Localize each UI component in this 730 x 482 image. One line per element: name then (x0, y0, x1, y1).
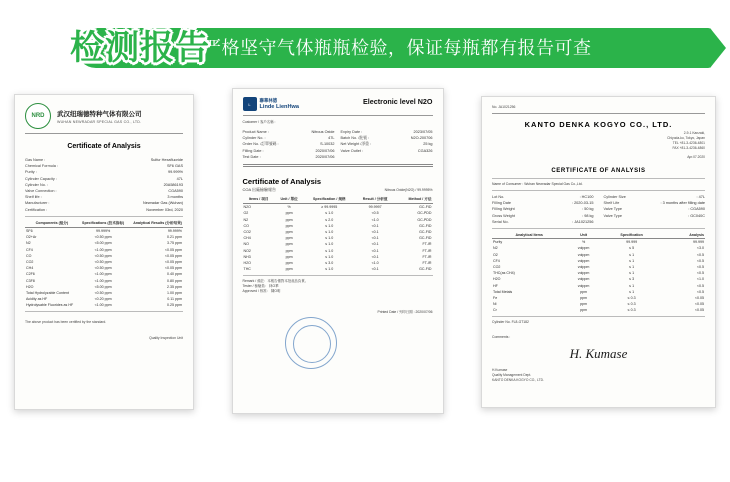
divider (492, 190, 705, 191)
field-value: N2O-200706 (410, 136, 433, 141)
analysis-subtitle: COA 出廠檢驗報告 (242, 187, 277, 193)
cell: <0.1 (371, 236, 379, 241)
cell: <0.5 (696, 265, 704, 270)
cell: <0.5 (371, 211, 379, 216)
cell: volppm (577, 252, 590, 257)
banner-subtitle: 严格坚守气体瓶瓶检验，保证每瓶都有报告可查 (203, 38, 592, 58)
field-value: 2020/07/06 (315, 154, 335, 159)
cell: ≤ 1 (629, 289, 635, 294)
field-label: Filling Date : (242, 148, 264, 153)
cell: H2O (243, 260, 251, 265)
cell: ≤ 1 (629, 271, 635, 276)
field-label: Cylinder No. : (242, 136, 266, 141)
field-value: S-10032 (320, 142, 335, 147)
field-value: 3 months (167, 195, 183, 200)
cell: <0.5 (696, 283, 704, 288)
field-value: 47L (176, 176, 183, 181)
cell: ppm (580, 295, 588, 300)
cell: CH4 (243, 236, 251, 241)
field-value: Nitrous Oxide (311, 130, 335, 134)
field-label: Test Date : (242, 154, 261, 159)
cell: <1.00 ppm (94, 278, 112, 283)
cell: ≤ 1.0 (325, 242, 334, 247)
field-value: : 47L (696, 195, 705, 199)
certificate-card-wuhan[interactable] (14, 94, 194, 410)
cell: Purity (493, 240, 503, 245)
cell: ppm (580, 289, 588, 294)
cell: Ni (493, 302, 497, 307)
signature-label: Quality Inspection Unit (149, 336, 183, 341)
analysis-table (243, 196, 433, 272)
cell: GC-FID (419, 230, 432, 235)
table-row (492, 239, 705, 246)
field-value: : 98 kg (582, 213, 594, 218)
divider (25, 311, 183, 312)
cell: % (581, 240, 586, 245)
certificate-letterhead (25, 103, 183, 129)
column-header: Result / 分析值 (355, 196, 395, 204)
cell: ppm (285, 217, 293, 222)
cell: CO2 (493, 265, 501, 270)
company-name: KANTO DENKA KOGYO CO., LTD. (524, 120, 673, 129)
field-label: Gas Name : (25, 158, 46, 162)
cell: <0.5 (696, 271, 704, 276)
cell: volppm (577, 246, 590, 251)
cell: ≤ 2.0 (325, 217, 334, 222)
company-logo-icon: NRD (25, 103, 51, 129)
cell: volppm (577, 277, 590, 282)
cell: 1.00 ppm (167, 290, 182, 295)
company-name-en: WUHAN NEWRADAR SPECIAL GAS CO., LTD. (57, 119, 142, 124)
field-label: Gross Weight (492, 213, 515, 218)
field-label: Shelf life : (25, 195, 42, 200)
cell: volppm (577, 283, 590, 288)
cell: 0.11 ppm (167, 297, 182, 302)
field-value: : 3 months after filling date (660, 201, 705, 206)
cell: <0.05 (694, 308, 704, 313)
cell: <0.1 (371, 254, 379, 259)
cell: O2+Ar (26, 235, 37, 240)
field-label: Product Name : (242, 130, 269, 134)
cell: HF (493, 283, 498, 288)
company-address-line: 2-9-1 Kanzaki, (683, 131, 705, 135)
cell: <0.5 (696, 258, 704, 263)
cell: volppm (577, 271, 590, 276)
cell: H2O (493, 277, 501, 282)
cell: volppm (577, 265, 590, 270)
cell: <0.1 (371, 267, 379, 272)
divider (492, 113, 705, 114)
field-label: Serial No. (492, 219, 509, 224)
cell: THC (243, 267, 251, 272)
cell: N2O (243, 205, 251, 210)
cell: <0.1 (371, 248, 379, 253)
field-row (25, 207, 183, 213)
signatory-company: KANTO DENKA KOGYO CO., LTD. (492, 378, 544, 383)
field-label: Valve Type (603, 207, 622, 212)
divider (492, 178, 705, 179)
cell: ppm (285, 223, 293, 228)
cell: <5.00 ppm (94, 284, 112, 289)
cell: <0.20 ppm (94, 297, 112, 302)
cell: ppm (285, 211, 293, 216)
cell: CF4 (26, 247, 33, 252)
header-banner (18, 22, 712, 74)
field-value: : JA1021256 (572, 219, 594, 224)
cell: ppm (285, 242, 293, 247)
cell: <0.5 (696, 252, 704, 257)
cell: FT-IR (422, 242, 432, 247)
cell: ppm (285, 236, 293, 241)
field-label: Filling Date (492, 201, 511, 206)
cell: 0.80 ppm (167, 278, 182, 283)
cell: <0.50 ppm (94, 290, 112, 295)
column-header: Method / 方法 (395, 196, 432, 204)
customer-label: Customer / 客戶名稱 : (242, 120, 276, 124)
cell: <0.1 (371, 230, 379, 235)
divider (243, 164, 433, 167)
cell: GC-FID (419, 223, 432, 228)
customer-line: Name of Consumer : Wuhan Newradar Special Gas Co.,Ltd. (492, 182, 583, 186)
note-line: Tester / 檢驗員： 林O華 (242, 284, 279, 289)
table-header-row (492, 232, 705, 239)
table-row (25, 302, 183, 308)
cell: C2F6 (26, 272, 35, 277)
certificate-letterhead (243, 97, 433, 111)
cell: ≤ 1 (629, 265, 635, 270)
cell: 3.75 ppm (167, 241, 182, 246)
cell: <1.0 (696, 277, 704, 282)
field-value: 25 kg (423, 142, 433, 147)
field-value: CGA590 (168, 189, 183, 194)
cell: volppm (577, 258, 590, 263)
field-value: : 2020-03-15 (571, 201, 594, 206)
divider (25, 133, 183, 134)
product-spec: Nitrous Oxide(N2O) / 99.9995% (384, 188, 433, 193)
cell: FT-IR (422, 248, 432, 253)
cell: NO (243, 242, 249, 247)
field-label: Order No. /訂單號碼 : (242, 142, 279, 147)
cell: O2 (493, 252, 498, 257)
field-value: : 50 kg (582, 207, 594, 212)
column-header: Specification / 規格 (303, 196, 355, 204)
field-label: Net Weight /淨重 : (340, 142, 372, 147)
cell: <1.0 (371, 217, 379, 222)
field-label: Expiry Date : (340, 130, 363, 134)
field-value: : GC040C (688, 213, 705, 218)
cell: GC-FID (419, 205, 432, 210)
field-label: Manufacturer : (25, 201, 50, 206)
field-row (341, 148, 433, 154)
cell: ≤ 1.0 (325, 223, 334, 228)
field-label: Shelf Life (603, 201, 620, 206)
cell: Acidity as HF (26, 297, 48, 302)
field-label: Valve Outlet : (340, 148, 364, 153)
document-number: No. JA1021256 (492, 105, 516, 109)
divider (492, 316, 705, 317)
info-grid (492, 194, 705, 225)
customer-row (243, 120, 433, 125)
cell: ≤ 1.0 (325, 267, 334, 272)
certificate-gallery (14, 88, 716, 418)
cell: 99.999 (626, 240, 638, 245)
cell: Total Hydrolyzable Content (26, 290, 69, 295)
cell: 0.21 ppm (167, 235, 182, 240)
cell: ≤ 1 (629, 252, 635, 257)
cell: Total Metals (493, 289, 513, 294)
cell: C3F8 (26, 278, 35, 283)
cell: ≤ 1 (629, 258, 635, 263)
divider (243, 115, 433, 116)
cell: GC-PDD (417, 217, 432, 222)
cell: ≤ 3.0 (325, 260, 334, 265)
cell: <0.05 (694, 295, 704, 300)
cell: ≤ 1.0 (325, 254, 334, 259)
table-row (243, 204, 433, 211)
cylinder-number: Cylinder No. FL8-GT182 (492, 320, 529, 325)
cell: % (287, 205, 291, 210)
company-address-line: FAX +81-3-4236-4860 (672, 146, 705, 150)
cell: <0.1 (371, 242, 379, 247)
cell: ≤ 1.0 (325, 230, 334, 235)
field-value: Newradar Gas (Wuhan) (142, 201, 183, 206)
cell: <3.0 (696, 246, 704, 251)
cell: CO (26, 253, 32, 258)
analysis-title: Certificate of Analysis (242, 177, 321, 187)
cell: CO (243, 223, 249, 228)
cell: ppm (285, 260, 293, 265)
signatory-title: Quality Management Dept. (492, 373, 532, 378)
certificate-card-kanto[interactable] (481, 96, 716, 408)
field-label: Valve Connection : (25, 189, 57, 194)
certificate-fields (25, 157, 183, 213)
cell: ≥ 99.9995 (321, 205, 338, 210)
cell: ppm (285, 230, 293, 235)
cell: <0.50 ppm (94, 253, 112, 258)
note-line: Approved / 核准： 陳O明 (242, 289, 281, 294)
field-value: : CGA590 (688, 207, 705, 212)
cell: CO2 (26, 260, 34, 265)
field-label: Lot No. (492, 195, 505, 199)
field-value: Sulfur Hexafluoride (150, 158, 183, 162)
cell: ≤ 1 (629, 283, 635, 288)
cell: <5.00 ppm (94, 241, 112, 246)
field-value: : HC100 (579, 195, 594, 199)
field-value: SF6 GAS (166, 164, 183, 169)
table-header-row (243, 196, 433, 204)
column-header: Unit / 單位 (275, 196, 304, 204)
footer-note: The above product has been certified by the standard. (25, 320, 107, 325)
cell: Fe (493, 295, 498, 300)
company-stamp-icon (285, 317, 337, 369)
table-row (492, 307, 705, 313)
field-value: 99.999% (168, 170, 183, 175)
divider (492, 228, 705, 229)
cell: ≤ 1.0 (325, 248, 334, 253)
cell: CF4 (493, 258, 500, 263)
field-label: Purity : (25, 170, 37, 175)
field-label: Cylinder Size (603, 195, 626, 199)
column-header: Analysis (662, 232, 705, 239)
cell: ppm (285, 248, 293, 253)
cell: H2O (26, 284, 34, 289)
certificate-title: Certificate of Analysis (67, 143, 141, 150)
info-grid (243, 129, 433, 160)
field-value: CGA326 (417, 148, 433, 153)
column-header: Analytical Results (分析结果) (127, 220, 183, 228)
remarks-label: Comments : (492, 335, 511, 340)
company-name-cn: 武汉纽瑞德特种气体有限公司 (57, 110, 142, 118)
cell: GC-PDD (417, 211, 432, 216)
cell: <0.50 ppm (94, 235, 112, 240)
analysis-table (25, 220, 183, 309)
cell: NH3 (243, 254, 251, 259)
print-date: Printed Date / 列印日期 : 2020/07/06 (377, 310, 433, 315)
cell: Cr (493, 308, 497, 313)
signatory-name: H.Kumase (492, 368, 508, 373)
cell: THC(as CH4) (493, 271, 515, 276)
cell: <0.50 ppm (94, 260, 112, 265)
cell: ≤ 1.0 (325, 236, 334, 241)
cell: <0.05 ppm (164, 260, 182, 265)
cell: 99.999 (693, 240, 704, 245)
cell: ≤ 3 (629, 277, 635, 282)
divider (243, 275, 433, 276)
cell: <0.1 (371, 223, 379, 228)
cell: <0.05 (694, 302, 704, 307)
column-header: Components (组分) (25, 220, 79, 228)
divider (25, 216, 183, 217)
field-value: 47L (328, 136, 335, 141)
field-label: Filling Weight (492, 207, 515, 212)
banner-title: 检测报告 (70, 29, 210, 67)
cell: 99.9997 (368, 205, 382, 210)
field-value: 20A586193 (163, 182, 183, 187)
cell: 2.35 ppm (167, 284, 182, 289)
field-row (604, 213, 706, 219)
field-value: 2020/07/06 (315, 148, 335, 153)
analysis-table (492, 232, 705, 313)
cell: FT-IR (422, 260, 432, 265)
field-label: Batch No. /批號 : (340, 136, 369, 141)
table-row (25, 228, 183, 235)
cell: GC-FID (419, 267, 432, 272)
field-label: Cylinder Capacity : (25, 176, 57, 181)
field-label: Certification : (25, 207, 48, 212)
cell: ppm (580, 302, 588, 307)
cell: SF6 (26, 229, 33, 234)
brand-name-cn: 聯華林德 (259, 98, 278, 103)
cell: FT-IR (422, 254, 432, 259)
field-value: 2023/07/05 (413, 130, 433, 134)
brand-name-en: Linde LienHwa (259, 104, 299, 110)
handwritten-signature: H. Kumase (569, 346, 628, 362)
company-address-line: Chiyoda-ku, Tokyo, Japan (667, 136, 705, 140)
cell: <1.00 ppm (94, 303, 112, 308)
cell: O2 (243, 211, 249, 216)
cell: 0.25 ppm (167, 303, 182, 308)
column-header: Specification (601, 232, 663, 239)
column-header: Unit (566, 232, 600, 239)
field-row (243, 154, 335, 160)
cell: ppm (285, 267, 293, 272)
column-header: Specifications (技术指标) (79, 220, 127, 228)
table-row (243, 266, 433, 272)
cell: <0.50 ppm (94, 266, 112, 271)
cell: N2 (26, 241, 31, 246)
cell: <1.00 ppm (94, 247, 112, 252)
linde-logo-icon: L (243, 97, 257, 111)
product-title: Electronic level N2O (362, 97, 433, 106)
field-label: Cylinder No. : (25, 182, 49, 187)
cell: 99.999% (96, 229, 111, 234)
cell: CO2 (243, 230, 251, 235)
cell: ≤ 1.0 (325, 211, 334, 216)
cell: ≤ 0.3 (627, 295, 636, 300)
field-row (492, 219, 594, 225)
cell: CH4 (26, 266, 34, 271)
cell: <0.5 (696, 289, 704, 294)
cell: N2 (243, 217, 249, 222)
column-header: Items / 項目 (243, 196, 275, 204)
cell: ≤ 0.3 (627, 308, 636, 313)
cell: <1.00 ppm (94, 272, 112, 277)
field-label: Valve Type (603, 213, 622, 218)
cell: ppm (580, 308, 588, 313)
cell: N2 (493, 246, 498, 251)
cell: ≤ 0.3 (627, 302, 636, 307)
certificate-title: CERTIFICATE OF ANALYSIS (551, 168, 646, 174)
cell: <0.05 ppm (164, 247, 182, 252)
note-line: Remark / 備註：本報告僅對本批產品負責。 (242, 279, 309, 284)
cell: Hydrolysable Fluorides as HF (26, 303, 74, 308)
cell: 0.40 ppm (167, 272, 182, 277)
issue-date: Apr.07.2020 (687, 155, 705, 159)
cell: ppm (285, 254, 293, 259)
cell: <1.0 (371, 260, 379, 265)
cell: <0.05 ppm (164, 253, 182, 258)
cell: 99.999% (167, 229, 182, 234)
cell: ≤ 5 (629, 246, 635, 251)
column-header: Analytical Items (492, 232, 566, 239)
field-value: November 03rd, 2020 (146, 207, 183, 212)
cell: GC-FID (419, 236, 432, 241)
table-header-row (25, 220, 183, 228)
company-address-line: TEL +81-3-4236-4801 (672, 141, 705, 145)
cell: NO2 (243, 248, 251, 253)
certificate-card-linde[interactable] (232, 88, 444, 414)
field-label: Chemical Formula : (25, 164, 58, 169)
cell: <0.05 ppm (164, 266, 182, 271)
